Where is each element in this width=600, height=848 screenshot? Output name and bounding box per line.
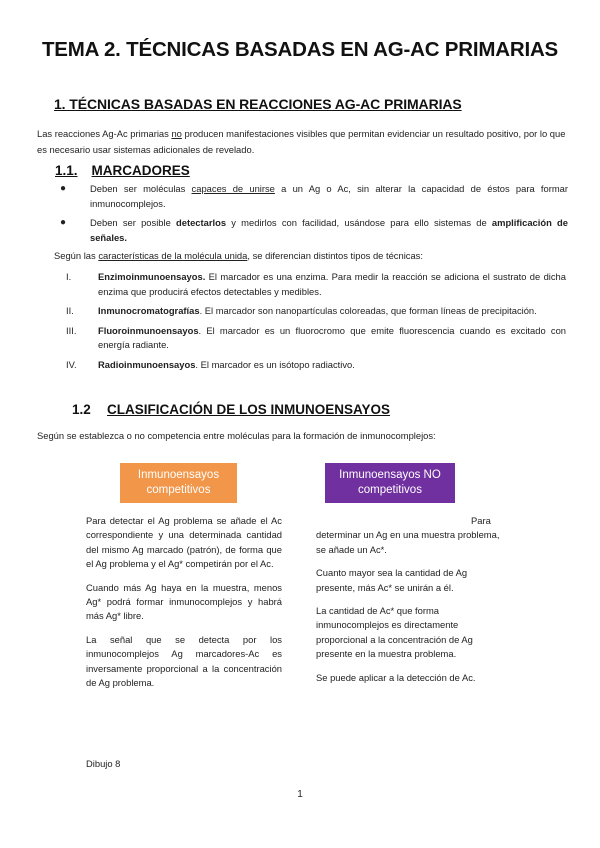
list-item	[66, 324, 566, 353]
competitive-label-box	[120, 463, 237, 503]
intro-text: Según las	[54, 250, 99, 261]
technique-name: Enzimoinmunoensayos.	[98, 271, 206, 282]
technique-name: Radioinmunoensayos	[98, 358, 196, 370]
techniques-intro	[54, 250, 423, 261]
paragraph: Cuando más Ag haya en la muestra, menos Ag* podrá formar inmunocomplejos y habrá más Ag* libre.	[86, 581, 282, 622]
bullet-text: a un Ag o Ac, sin alterar la capacidad de éstos para formar inmunocomplejos.	[90, 183, 568, 209]
paragraph: La cantidad de Ac* que forma inmunocomplejos es directamente proporcional a la concentración de Ag presente en la muestra problema.	[316, 605, 473, 660]
intro-text: , se diferencian distintos tipos de técnicas:	[247, 250, 423, 261]
paragraph: La señal que se detecta por los inmunocomplejos Ag marcadores-Ac es inversamente proporcional a la concentración de Ag problema.	[86, 633, 282, 689]
list-item	[60, 182, 568, 211]
noncompetitive-description	[316, 514, 504, 694]
page-title: TEMA 2. TÉCNICAS BASADAS EN AG-AC PRIMARIAS	[41, 38, 559, 61]
technique-desc: El marcador es una enzima. Para medir la reacción se adiciona el sustrato de dicha enzima que producirá efectos detectables y medibles.	[98, 271, 566, 297]
paragraph: Cuanto mayor sea la cantidad de Ag presente, más Ac* se unirán a él.	[316, 567, 468, 593]
roman-numeral: III.	[66, 324, 77, 336]
intro-text: Las reacciones Ag-Ac primarias	[37, 128, 172, 139]
page-number: 1	[297, 789, 303, 800]
technique-name: Fluoroinmunoensayos	[98, 324, 199, 336]
technique-desc: . El marcador son nanopartículas coloreadas, que forman líneas de precipitación.	[199, 305, 537, 316]
box-label: Inmunoensayos NO	[339, 469, 441, 481]
bullet-underlined: capaces de unirse	[191, 183, 275, 194]
list-item	[66, 358, 566, 373]
section-1-intro	[37, 126, 567, 158]
bullet-text: Deben ser posible	[90, 217, 177, 228]
list-item	[60, 216, 568, 245]
box-label: competitivos	[358, 484, 422, 496]
list-item	[66, 270, 566, 299]
section-title: MARCADORES	[91, 163, 190, 178]
section-number: 1.2	[72, 402, 91, 417]
marker-requirements-list	[60, 182, 568, 250]
roman-numeral: IV.	[66, 358, 77, 370]
section-1-2-heading	[72, 402, 390, 417]
paragraph: Para detectar el Ag problema se añade el Ac correspondiente y una determinada cantidad del mismo Ag marcado (patrón), de forma que el Ag problema y el Ag* competirán por el Ac.	[86, 515, 282, 570]
roman-numeral: II.	[66, 305, 74, 316]
intro-underlined-no: no	[171, 128, 182, 139]
section-1-heading: 1. TÉCNICAS BASADAS EN REACCIONES AG-AC PRIMARIAS	[54, 96, 462, 112]
figure-caption: Dibujo 8	[86, 758, 121, 769]
list-item	[66, 304, 566, 319]
technique-desc: . El marcador es un isótopo radiactivo.	[195, 358, 355, 370]
intro-underlined: características de la molécula unida	[98, 250, 248, 261]
bullet-icon: ●	[60, 183, 67, 194]
bullet-text: Deben ser moléculas	[90, 183, 192, 194]
techniques-list	[66, 270, 566, 377]
roman-numeral: I.	[66, 271, 72, 282]
classification-intro: Según se establezca o no competencia entre moléculas para la formación de inmunocomplejos:	[37, 430, 436, 441]
competitive-description	[86, 514, 282, 699]
bullet-icon: ●	[60, 217, 67, 228]
paragraph: Para determinar un Ag en una muestra problema, se añade un Ac*.	[316, 515, 500, 555]
bullet-text: y medirlos con facilidad, usándose para ello sistemas de	[226, 217, 492, 228]
technique-name: Inmunocromatografías	[98, 305, 200, 316]
intro-text-rest: producen manifestaciones visibles que permitan evidenciar un resultado positivo, por lo que es necesario usar sistemas adicionales de revelado.	[37, 128, 566, 155]
technique-desc: . El marcador es un fluorocromo que emite fluorescencia cuando es excitado con energía radiante.	[98, 324, 566, 350]
section-title: CLASIFICACIÓN DE LOS INMUNOENSAYOS	[107, 402, 391, 417]
section-number: 1.1.	[55, 163, 78, 178]
paragraph: Se puede aplicar a la detección de Ac.	[316, 671, 476, 683]
bullet-bold: detectarlos	[176, 217, 227, 228]
box-label: Inmunoensayos	[137, 469, 220, 481]
section-1-1-heading	[55, 163, 190, 178]
box-label: competitivos	[146, 484, 211, 496]
bullet-bold: amplificación de señales.	[90, 217, 568, 243]
noncompetitive-label-box	[325, 463, 455, 503]
